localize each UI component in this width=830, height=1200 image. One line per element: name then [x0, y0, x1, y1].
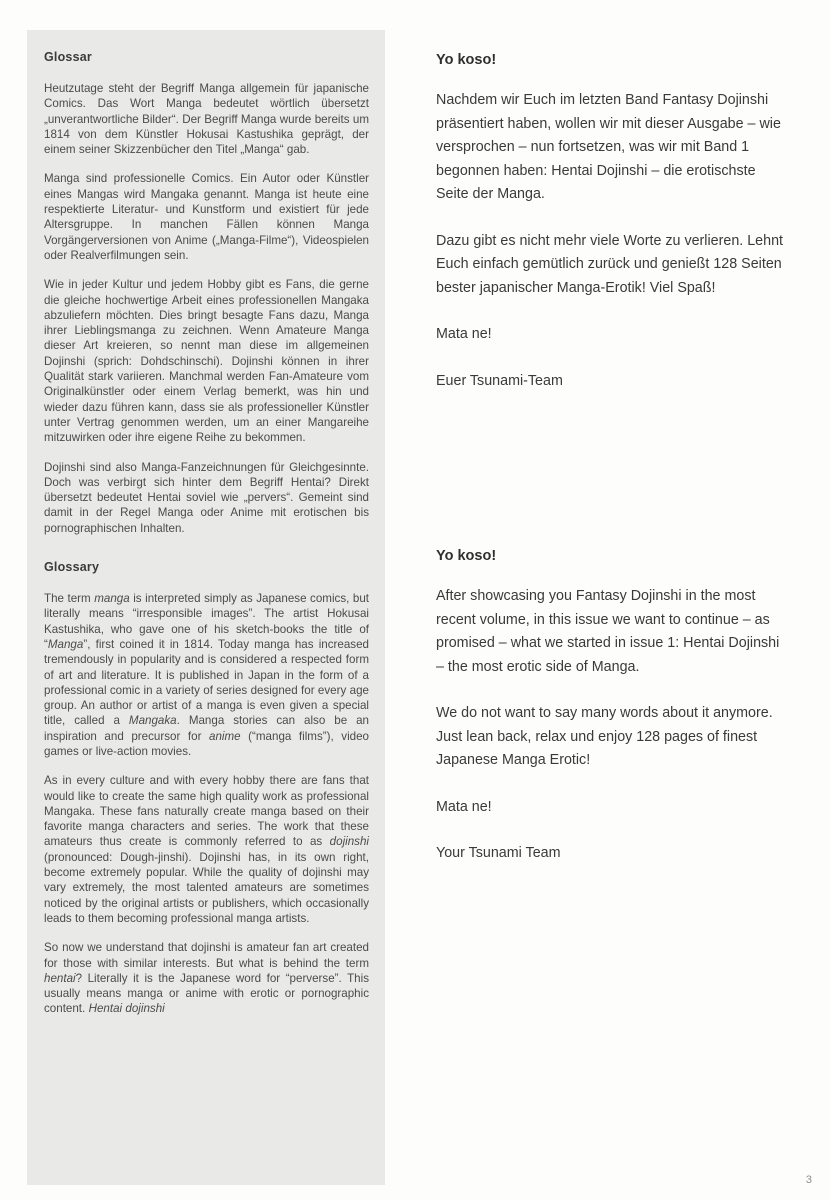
yokoso-paragraph-en-1: After showcasing you Fantasy Dojinshi in the most recent volume, in this issue we want to continue – as promised – what we started in issue 1: Hentai Dojinshi – the most erotic side of Manga.	[436, 588, 780, 675]
glossar-heading-de: Glossar	[44, 50, 92, 64]
glossary-paragraph-en-2	[44, 773, 369, 926]
yokoso-paragraph-de-1: Nachdem wir Euch im letzten Band Fantasy Dojinshi präsentiert haben, wollen wir mit dieser Ausgabe – wie versprochen – nun fortsetzen, was wir mit Band 1 begonnen haben: Hentai Dojinshi – die erotischste Seite der Manga.	[436, 92, 781, 203]
glossary-p2-italic1: dojinshi	[329, 835, 369, 849]
glossary-heading-en: Glossary	[44, 560, 100, 575]
glossar-paragraph-de-1: Heutzutage steht der Begriff Manga allgemein für japanische Comics. Das Wort Manga bedeutet wörtlich übersetzt „unverantwortliche Bilder“. Der Begriff Manga wurde bereits um 1814 von dem Künstler Hokusai Kastushika geprägt, der einem seiner Skizzenbücher den Titel „Manga“ gab.	[44, 82, 369, 157]
glossary-p1-italic4: anime	[209, 729, 241, 743]
glossary-p3-italic1: hentai	[44, 971, 76, 985]
glossary-p2-part2: (pronounced: Dough-jinshi). Dojinshi has, in its own right, become extremely popular. While the quality of dojinshi may vary extremely, the most talented amateurs are sometimes noticed by the original artists or publishers, which occasionally leads to them becoming professional manga artists.	[44, 850, 369, 925]
yokoso-team-de: Euer Tsunami-Team	[436, 372, 563, 389]
glossary-p1-part2: is interpreted simply as Japanese comics, but literally means “irresponsible images”. The artist Hokusai Kastushika, who gave one of his sketch-books the title of “	[44, 592, 369, 651]
yokoso-paragraph-de-2: Dazu gibt es nicht mehr viele Worte zu verlieren. Lehnt Euch einfach gemütlich zurück und genießt 128 Seiten bester japanischer Manga-Erotik! Viel Spaß!	[436, 232, 783, 296]
glossar-paragraph-de-2: Manga sind professionelle Comics. Ein Autor oder Künstler eines Mangas wird Mangaka genannt. Manga ist heute eine respektierte Literatur- und Kunstform und existiert für jede Altersgruppe. In manchen Fällen können Manga Vorgängerversionen von Anime („Manga-Filme“), Videospielen oder Realverfilmungen sein.	[44, 172, 369, 262]
glossary-p1-part3: ”, first coined it in 1814. Today manga has increased tremendously in popularity and is considered a respected form of art and literature. It is published in Japan in the form of a professional comic in a variety of series designed for every age group. An author or artist of a manga is even given a special title, called a	[44, 637, 369, 728]
yokoso-heading-en: Yo koso!	[436, 548, 497, 564]
yokoso-signoff-de: Mata ne!	[436, 326, 492, 343]
glossary-p3-part2: ? Literally it is the Japanese word for “perverse”. This usually means manga or anime with erotic or pornographic content.	[44, 971, 369, 1016]
yokoso-signoff-en: Mata ne!	[436, 798, 492, 815]
glossary-p1-part4: . Manga stories can also be an inspiration and precursor for	[44, 714, 370, 743]
glossary-p1-italic1: manga	[94, 592, 130, 606]
glossary-p1-part5: (“manga films”), video games or live-action movies.	[44, 729, 369, 758]
yokoso-team-en: Your Tsunami Team	[436, 845, 561, 862]
glossary-p2-part1: As in every culture and with every hobby there are fans that would like to create the same high quality work as professional Mangaka. These fans naturally create manga based on their favorite manga characters and series. The work that these amateurs thus create is commonly referred to as	[44, 774, 369, 849]
glossary-paragraph-en-3	[44, 940, 369, 1016]
glossar-paragraph-de-4: Dojinshi sind also Manga-Fanzeichnungen für Gleichgesinnte. Doch was verbirgt sich hinter dem Begriff Hentai? Direkt übersetzt bedeutet Hentai soviel wie „pervers“. Gemeint sind damit in der Regel Manga oder Anime mit erotischen bis pornographischen Inhalten.	[44, 460, 369, 535]
glossary-p1-italic3: Mangaka	[128, 714, 177, 728]
yokoso-paragraph-en-2: We do not want to say many words about it anymore. Just lean back, relax und enjoy 128 pages of finest Japanese Manga Erotic!	[436, 705, 773, 769]
left-glossary-panel	[27, 30, 385, 1185]
glossary-p3-part1: So now we understand that dojinshi is amateur fan art created for those with similar interests. But what is behind the term	[44, 941, 369, 970]
left-panel-content	[44, 50, 369, 1017]
glossary-p3-italic2: Hentai dojinshi	[88, 1002, 165, 1016]
editorial-german	[436, 52, 784, 416]
glossary-paragraph-en-1	[44, 591, 369, 759]
page-number: 3	[805, 1174, 812, 1186]
editorial-english	[436, 548, 784, 889]
glossary-p1-part1: The term	[44, 592, 95, 606]
yokoso-heading-de: Yo koso!	[436, 52, 497, 68]
glossar-paragraph-de-3: Wie in jeder Kultur und jedem Hobby gibt es Fans, die gerne die gleiche hochwertige Arbeit eines professionellen Mangaka abzuliefern möchten. Dies bringt besagte Fans dazu, Manga ihrer Lieblingsmanga zu zeichnen. Wenn Amateure Manga dieser Art kreieren, so nennt man diese im allgemeinen Dojinshi (sprich: Dohdschinschi). Dojinshi können in ihrer Qualität stark variieren. Manchmal werden Fan-Amateure vom Originalkünstler oder einem Verlag bemerkt, was hin und wieder dazu führen kann, dass sie als professioneller Künstler unter Vertrag genommen werden, um an einer Mangareihe mitzuwirken oder ihre eigene Reihe zu bekommen.	[44, 278, 369, 445]
glossary-p1-italic2: Manga	[47, 637, 84, 651]
